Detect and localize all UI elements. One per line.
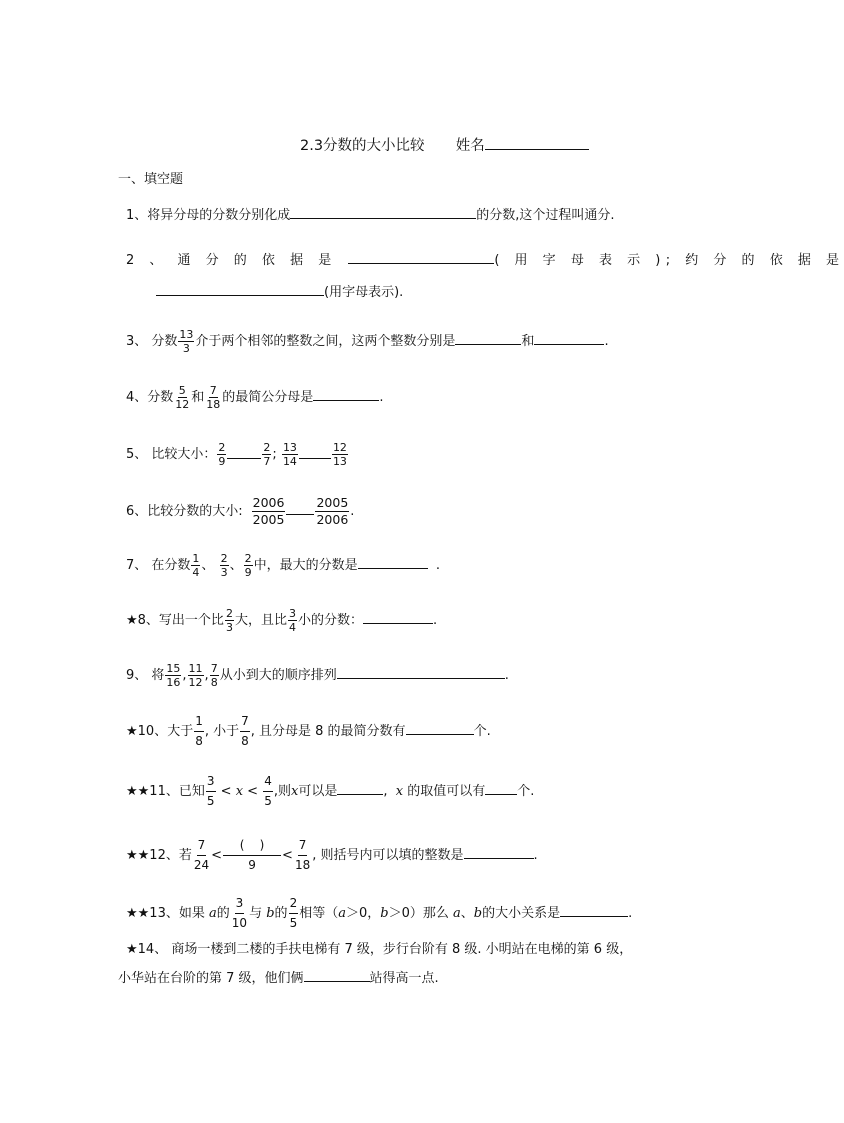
q13-var-b: b [266, 906, 275, 921]
q12-fraction-2: $\frac{( )}{9}$ [223, 836, 281, 875]
q4-blank[interactable] [313, 387, 379, 401]
q2-text-mid: ( 用 字 母 表 示 ); 约 分 的 依 据 是 [494, 253, 844, 268]
q8-end: . [432, 613, 438, 628]
q11-blank-2[interactable] [485, 781, 517, 795]
q3-end: . [604, 334, 609, 349]
q8-fraction-2: $\frac{3}{4}$ [288, 607, 296, 634]
name-label: 姓名 [455, 138, 485, 154]
q14-blank[interactable] [304, 968, 370, 982]
q5-fraction-4: $\frac{12}{13}$ [332, 441, 347, 468]
q13-text: ★★13、如果 [126, 906, 205, 921]
q7-fraction-3: $\frac{2}{9}$ [244, 552, 252, 579]
q4-end: . [379, 390, 384, 405]
q6-text: 6、比较分数的大小: [126, 504, 243, 519]
q10-text: ★10、大于 [126, 724, 194, 739]
question-13 [126, 894, 632, 933]
q2-text-end: (用字母表示). [324, 285, 404, 300]
q12-text: ★★12、若 [126, 848, 192, 863]
q1-blank[interactable] [290, 205, 476, 219]
q11-end: 个. [517, 784, 535, 799]
q9-text: 9、 将 [126, 668, 165, 683]
q11-text: ★★11、已知 [126, 784, 205, 799]
q11-fraction-1: $\frac{3}{5}$ [206, 774, 215, 808]
q9-comma-1: , [182, 668, 187, 683]
q11-var: x [235, 784, 244, 799]
q2-blank-2[interactable] [156, 282, 324, 296]
question-9 [126, 662, 509, 689]
q5-blank-1[interactable] [227, 450, 261, 459]
q9-end: . [504, 668, 509, 683]
q6-fraction-1: $\frac{2006}{2005}$ [252, 495, 285, 527]
q3-blank-2[interactable] [534, 331, 604, 345]
q11-text-then: ,则 [273, 784, 291, 799]
q11-blank-1[interactable] [337, 781, 383, 795]
question-1 [126, 205, 615, 226]
q7-sep-1: 、 [201, 558, 215, 573]
q3-blank-1[interactable] [455, 331, 521, 345]
q10-end: 个. [473, 724, 491, 739]
q9-fraction-1: $\frac{15}{16}$ [166, 662, 181, 689]
page-title [300, 136, 589, 156]
q14-line-2-end: 站得高一点. [369, 971, 439, 986]
q5-fraction-1: $\frac{2}{9}$ [218, 441, 226, 468]
q3-text-mid: 介于两个相邻的整数之间，这两个整数分别是 [195, 334, 456, 349]
question-12 [126, 836, 538, 875]
q5-blank-2[interactable] [299, 450, 331, 459]
q13-var-b-3: b [473, 906, 483, 921]
q2-blank-1[interactable] [348, 250, 494, 264]
question-7 [126, 552, 440, 579]
q4-text: 4、分数 [126, 390, 174, 405]
q13-de-2: 的 [274, 906, 288, 921]
question-3 [126, 328, 609, 355]
q12-lt-1: < [211, 848, 223, 863]
q1-text-end: 的分数,这个过程叫通分. [476, 208, 615, 223]
q1-text: 1、将异分母的分数分别化成 [126, 208, 291, 223]
question-2-cont [156, 282, 403, 303]
q8-text-end: 小的分数： [297, 613, 363, 628]
question-11 [126, 772, 534, 811]
question-5 [126, 441, 349, 468]
q13-text-end: 的大小关系是 [482, 906, 561, 921]
q10-text-mid: , 小于 [204, 724, 240, 739]
q12-blank[interactable] [464, 845, 534, 859]
q5-sep: ; [272, 447, 277, 462]
q10-text-end: , 且分母是 8 的最简分数有 [250, 724, 406, 739]
q11-fraction-2: $\frac{4}{5}$ [264, 774, 272, 808]
q13-de-1: 的 [216, 906, 230, 921]
q13-cond-2: ＞0）那么 [388, 906, 449, 921]
section-heading: 一、填空题 [118, 172, 184, 187]
q9-fraction-2: $\frac{11}{12}$ [188, 662, 203, 689]
q13-fraction-2: $\frac{2}{5}$ [289, 896, 298, 930]
q13-blank[interactable] [560, 903, 628, 917]
q11-var-2: x [291, 784, 299, 799]
q13-var-a: a [209, 906, 217, 921]
q9-text-end: 从小到大的顺序排列 [219, 668, 337, 683]
q7-sep-2: 、 [229, 558, 243, 573]
q11-comma: , [383, 784, 388, 799]
q4-fraction-2: $\frac{7}{18}$ [206, 384, 221, 411]
q7-fraction-1: $\frac{1}{4}$ [192, 552, 200, 579]
q4-text-end: 的最简公分母是 [222, 390, 314, 405]
question-4 [126, 384, 383, 411]
question-6 [126, 495, 354, 528]
q10-blank[interactable] [406, 721, 474, 735]
q13-end: . [628, 906, 633, 921]
question-2 [126, 250, 844, 271]
q14-line-2: 小华站在台阶的第 7 级，他们俩 [118, 971, 304, 986]
q8-text-mid: 大，且比 [234, 613, 287, 628]
q4-fraction-1: $\frac{5}{12}$ [175, 384, 190, 411]
q7-blank[interactable] [358, 555, 428, 569]
q7-text: 7、 在分数 [126, 558, 191, 573]
q13-var-b-2: b [380, 906, 389, 921]
q13-yu: 与 [249, 906, 263, 921]
name-blank[interactable] [485, 136, 589, 150]
q13-dun: 、 [460, 906, 474, 921]
q13-text-mid: 相等（ [299, 906, 339, 921]
q13-var-a-2: a [338, 906, 346, 921]
q3-fraction: $\frac{13}{3}$ [179, 328, 194, 355]
q12-fraction-1: $\frac{7}{24}$ [193, 838, 210, 872]
question-10 [126, 712, 491, 751]
q12-text-end: , 则括号内可以填的整数是 [312, 848, 464, 863]
q8-fraction-1: $\frac{2}{3}$ [225, 607, 233, 634]
q7-fraction-2: $\frac{2}{3}$ [220, 552, 228, 579]
q5-fraction-3: $\frac{13}{14}$ [282, 441, 297, 468]
q2-text: 2 、 通 分 的 依 据 是 [126, 253, 337, 268]
q6-blank[interactable] [286, 508, 314, 515]
q9-blank[interactable] [337, 665, 505, 679]
title-text: 2.3分数的大小比较 [300, 138, 425, 154]
q10-fraction-2: $\frac{7}{8}$ [241, 714, 249, 748]
q7-text-end: 中，最大的分数是 [253, 558, 358, 573]
q11-var-3: x [395, 784, 404, 799]
q13-fraction-1: $\frac{3}{10}$ [231, 896, 248, 930]
q6-fraction-2: $\frac{2005}{2006}$ [316, 495, 349, 527]
q12-fraction-3: $\frac{7}{18}$ [294, 838, 311, 872]
q12-lt-2: < [282, 848, 293, 863]
q5-fraction-2: $\frac{2}{7}$ [263, 441, 271, 468]
q11-lt-2: < [247, 784, 259, 799]
q11-text-mid: 可以是 [298, 784, 338, 799]
q9-fraction-3: $\frac{7}{8}$ [210, 662, 218, 689]
question-14 [126, 940, 632, 960]
q5-text: 5、 比较大小： [126, 447, 217, 462]
q13-var-a-3: a [453, 906, 461, 921]
q3-text: 3、 分数 [126, 334, 178, 349]
question-8 [126, 607, 437, 634]
question-14-cont [118, 968, 439, 989]
q13-cond-1: ＞0， [345, 906, 381, 921]
q8-text: ★8、写出一个比 [126, 613, 224, 628]
q14-line-1: ★14、 商场一楼到二楼的手扶电梯有 7 级，步行台阶有 8 级. 小明站在电梯的第 6 级， [126, 942, 633, 957]
q11-lt-1: < [220, 784, 232, 799]
q4-and: 和 [191, 390, 205, 405]
q6-end: . [350, 504, 355, 519]
q7-end: . [435, 558, 440, 573]
q10-fraction-1: $\frac{1}{8}$ [195, 714, 203, 748]
q12-end: . [533, 848, 538, 863]
q8-blank[interactable] [363, 610, 433, 624]
q3-and: 和 [521, 334, 535, 349]
q9-comma-2: , [204, 668, 209, 683]
q11-text-mid2: 的取值可以有 [407, 784, 486, 799]
